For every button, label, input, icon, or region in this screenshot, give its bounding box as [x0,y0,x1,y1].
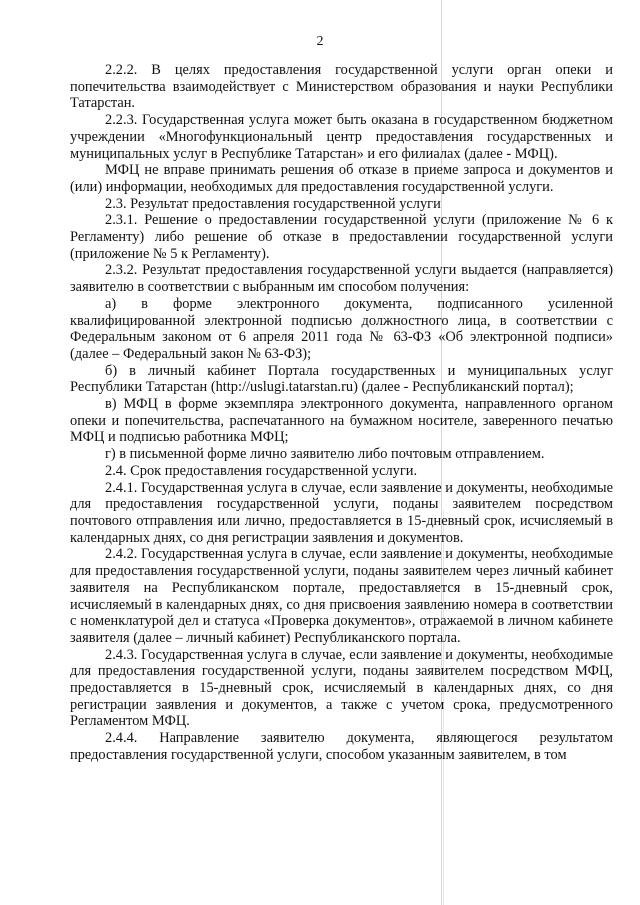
list-item-g: г) в письменной форме лично заявителю либо почтовым отправлением. [105,446,545,463]
paragraph-2-2-3: 2.2.3. Государственная услуга может быть оказана в государственном бюджетном учреждении «Многофункциональный центр предоставления государственных и муниципальных услуг в Республике Татарстан» и его филиалах (далее - МФЦ). [70,112,613,162]
list-item-b: б) в личный кабинет Портала государственных и муниципальных услуг Республики Татарстан (http://uslugi.tatarstan.ru) (далее - Республиканский портал); [70,362,613,396]
paragraph-2-4-4: 2.4.4. Направление заявителю документа, являющегося результатом предоставления государственной услуги, способом указанным заявителем, в том [70,730,613,763]
list-item-a: а) в форме электронного документа, подписанного усиленной квалифицированной электронной подписью должностного лица, в соответствии с Федеральным законом от 6 апреля 2011 года № 63-ФЗ «Об электронной подписи» (далее – Федеральный закон № 63-ФЗ); [70,295,613,362]
paragraph-2-4-2: 2.4.2. Государственная услуга в случае, если заявление и документы, необходимые для предоставления государственной услуги, поданы заявителем через личный кабинет заявителя на Республиканском портале, предоставляется в 15-дневный срок, исчисляемый в календарных днях, со дня присвоения заявлению номера в соответствии с номенклатурой дел и статуса «Проверка документов», отражаемой в личном кабинете заявителя (далее – личный кабинет) Республиканского портала. [70,546,613,646]
paragraph-2-4-1: 2.4.1. Государственная услуга в случае, если заявление и документы, необходимые для предоставления государственной услуги, поданы заявителем посредством почтового отправления или лично, предоставляется в 15-дневный срок, исчисляемый в календарных днях, со дня регистрации заявления и документов. [70,479,613,546]
paragraph-2-2-2: 2.2.2. В целях предоставления государственной услуги орган опеки и попечительства взаимодействует с Министерством образования и науки Республики Татарстан. [70,62,613,112]
heading-2-3: 2.3. Результат предоставления государственной услуги [105,195,441,212]
heading-2-4: 2.4. Срок предоставления государственной услуги. [105,462,418,479]
paragraph-2-3-2: 2.3.2. Результат предоставления государственной услуги выдается (направляется) заявителю в соответствии с выбранным им способом получения: [70,262,613,296]
document-body [70,62,613,764]
list-item-v: в) МФЦ в форме экземпляра электронного документа, направленного органом опеки и попечительства, распечатанного на бумажном носителе, заверенного печатью МФЦ и подписью работника МФЦ; [70,396,613,446]
paragraph-2-3-1: 2.3.1. Решение о предоставлении государственной услуги (приложение № 6 к Регламенту) либо решение об отказе в предоставлении государственной услуги (приложение № 5 к Регламенту). [70,212,613,262]
paragraph-2-4-3: 2.4.3. Государственная услуга в случае, если заявление и документы, необходимые для предоставления государственной услуги, поданы заявителем посредством МФЦ, предоставляется в 15-дневный срок, исчисляемый в календарных днях, со дня регистрации заявления и документов, а также с учетом срока, предусмотренного Регламентом МФЦ. [70,646,613,730]
page-number: 2 [316,34,324,49]
paragraph-mfc-refusal: МФЦ не вправе принимать решения об отказе в приеме запроса и документов и (или) информации, необходимых для предоставления государственной услуги. [70,162,613,195]
